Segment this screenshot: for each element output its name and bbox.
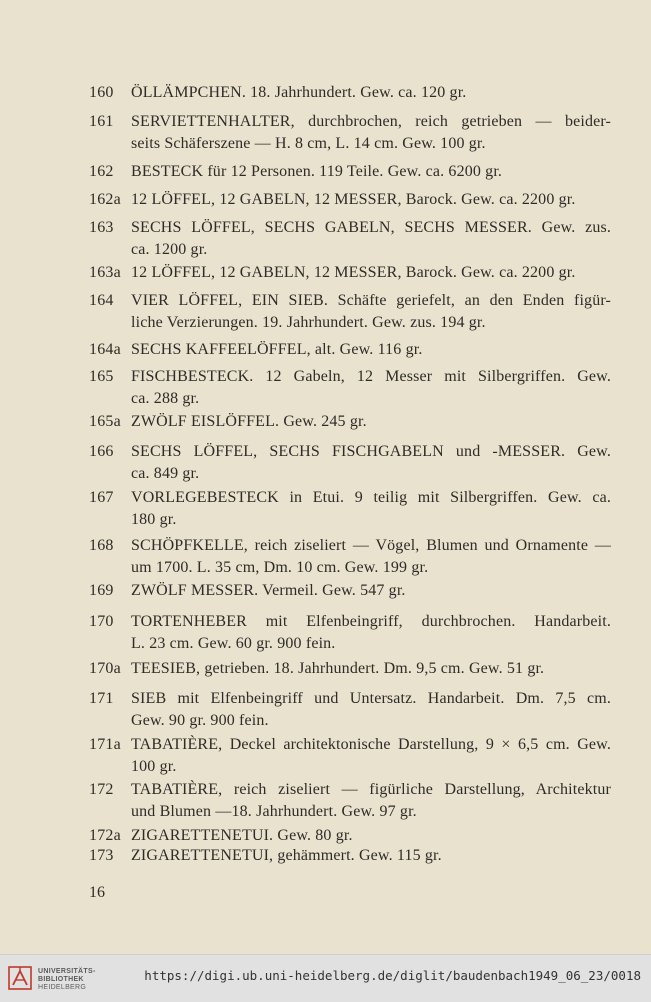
entry-line: L. 23 cm. Gew. 60 gr. 900 fein. [131, 635, 336, 652]
entry-text [131, 111, 611, 155]
entry-number: 165 [89, 368, 114, 385]
entry-line: liche Verzierungen. 19. Jahrhundert. Gew. zus. 194 gr. [131, 314, 486, 331]
entry-text [131, 825, 611, 847]
entry-number: 166 [89, 443, 114, 460]
entry-number: 164 [89, 292, 114, 309]
entry-text [131, 658, 611, 680]
entry-text [131, 487, 611, 531]
entry-number: 167 [89, 489, 114, 506]
entry-line: 12 LÖFFEL, 12 GABELN, 12 MESSER, Barock. Gew. ca. 2200 gr. [131, 264, 576, 281]
entry-number: 164a [89, 341, 121, 358]
entry-line: ÖLLÄMPCHEN. 18. Jahrhundert. Gew. ca. 120 gr. [131, 84, 467, 101]
entry-text [131, 411, 611, 433]
entry-line: TORTENHEBER mit Elfenbeingriff, durchbrochen. Handarbeit. [131, 613, 611, 630]
entry-number: 170a [89, 660, 121, 677]
entry-line: und Blumen —18. Jahrhundert. Gew. 97 gr. [131, 803, 417, 820]
entry-text [131, 262, 611, 284]
entry-number: 162a [89, 191, 121, 208]
entry-text [131, 161, 611, 183]
entry-text [131, 441, 611, 485]
entry-number: 163 [89, 219, 114, 236]
entry-number: 168 [89, 537, 114, 554]
entry-text [131, 580, 611, 602]
institution-line: BIBLIOTHEK [38, 976, 84, 983]
entry-number: 169 [89, 582, 114, 599]
entry-text [131, 734, 611, 778]
entry-line: SECHS LÖFFEL, SECHS GABELN, SECHS MESSER. Gew. zus. [131, 219, 611, 236]
entry-line: SIEB mit Elfenbeingriff und Untersatz. Handarbeit. Dm. 7,5 cm. [131, 690, 611, 707]
entry-text [131, 339, 611, 361]
institution-line: HEIDELBERG [38, 984, 87, 991]
entry-text [131, 688, 611, 732]
entry-line: SECHS LÖFFEL, SECHS FISCHGABELN und -MESSER. Gew. [131, 443, 611, 460]
entry-text [131, 82, 611, 104]
entry-number: 165a [89, 413, 121, 430]
permalink-url[interactable]: https://digi.ub.uni-heidelberg.de/diglit/baudenbach1949_06_23/0018 [144, 968, 641, 983]
entry-number: 172a [89, 827, 121, 844]
entry-line: SCHÖPFKELLE, reich ziseliert — Vögel, Blumen und Ornamente — [131, 537, 611, 554]
entry-text [131, 217, 611, 261]
entry-line: SERVIETTENHALTER, durchbrochen, reich getrieben — beider- [131, 113, 611, 130]
institution-name[interactable] [38, 968, 96, 992]
entry-line: ZWÖLF EISLÖFFEL. Gew. 245 gr. [131, 413, 367, 430]
entry-text [131, 290, 611, 334]
entry-line: ca. 288 gr. [131, 390, 200, 407]
entry-number: 160 [89, 84, 114, 101]
institution-line: UNIVERSITÄTS- [38, 968, 96, 975]
entry-line: TABATIÈRE, reich ziseliert — figürliche Darstellung, Architektur [131, 781, 611, 798]
entry-text [131, 611, 611, 655]
entry-line: VIER LÖFFEL, EIN SIEB. Schäfte geriefelt, an den Enden figür- [131, 292, 611, 309]
entry-line: ZIGARETTENETUI. Gew. 80 gr. [131, 827, 353, 844]
entry-text [131, 845, 611, 867]
entry-number: 172 [89, 781, 114, 798]
entry-number: 173 [89, 847, 114, 864]
entry-line: VORLEGEBESTECK in Etui. 9 teilig mit Silbergriffen. Gew. ca. [131, 489, 611, 506]
entry-text [131, 366, 611, 410]
entry-line: BESTECK für 12 Personen. 119 Teile. Gew. ca. 6200 gr. [131, 163, 503, 180]
entry-line: ZWÖLF MESSER. Vermeil. Gew. 547 gr. [131, 582, 406, 599]
entry-line: FISCHBESTECK. 12 Gabeln, 12 Messer mit Silbergriffen. Gew. [131, 368, 611, 385]
entry-number: 162 [89, 163, 114, 180]
entry-number: 171a [89, 736, 121, 753]
page-number: 16 [89, 884, 105, 901]
entry-line: Gew. 90 gr. 900 fein. [131, 712, 269, 729]
entry-line: ca. 849 gr. [131, 465, 200, 482]
entry-line: TABATIÈRE, Deckel architektonische Darstellung, 9 × 6,5 cm. Gew. [131, 736, 611, 753]
entry-number: 163a [89, 264, 121, 281]
entry-number: 170 [89, 613, 114, 630]
entry-line: SECHS KAFFEELÖFFEL, alt. Gew. 116 gr. [131, 341, 423, 358]
entry-line: ca. 1200 gr. [131, 241, 208, 258]
entry-line: 180 gr. [131, 511, 177, 528]
entry-text [131, 779, 611, 823]
entry-text [131, 535, 611, 579]
entry-line: 12 LÖFFEL, 12 GABELN, 12 MESSER, Barock. Gew. ca. 2200 gr. [131, 191, 576, 208]
entry-text [131, 189, 611, 211]
entry-number: 171 [89, 690, 114, 707]
entry-line: ZIGARETTENETUI, gehämmert. Gew. 115 gr. [131, 847, 442, 864]
entry-line: seits Schäferszene — H. 8 cm, L. 14 cm. Gew. 100 gr. [131, 135, 486, 152]
entry-number: 161 [89, 113, 114, 130]
entry-line: um 1700. L. 35 cm, Dm. 10 cm. Gew. 199 gr. [131, 559, 429, 576]
ub-heidelberg-logo-icon[interactable] [8, 964, 32, 992]
viewer-footer [0, 954, 651, 1002]
entry-line: 100 gr. [131, 758, 177, 775]
entry-line: TEESIEB, getrieben. 18. Jahrhundert. Dm. 9,5 cm. Gew. 51 gr. [131, 660, 545, 677]
